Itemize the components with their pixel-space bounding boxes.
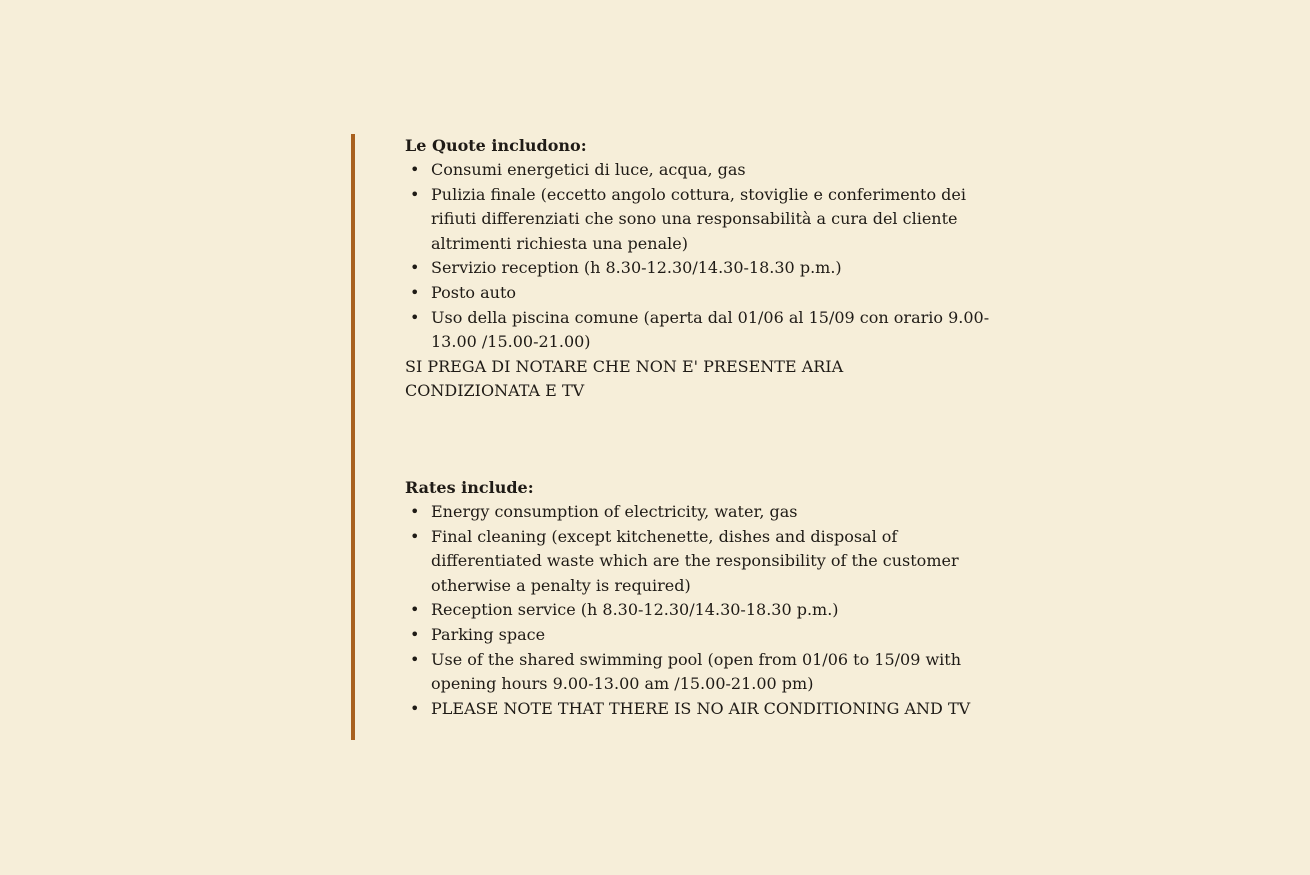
bullet-icon: • <box>410 160 420 179</box>
bullet-icon: • <box>410 258 420 278</box>
bullet-icon: • <box>410 282 420 302</box>
list-item <box>405 623 991 648</box>
bullet-icon: • <box>410 184 420 204</box>
bullet-icon: • <box>410 624 420 644</box>
list-item <box>405 697 991 722</box>
list-item <box>405 158 991 183</box>
list-item-text: Consumi energetici di luce, acqua, gas <box>431 160 746 179</box>
list-item-text: Parking space <box>431 624 546 644</box>
bullet-icon: • <box>410 649 420 669</box>
bullet-icon: • <box>410 501 420 521</box>
list-item <box>405 281 991 306</box>
list-item <box>405 598 991 623</box>
list-item-text: Energy consumption of electricity, water, gas <box>431 501 798 521</box>
list-item-text: Final cleaning (except kitchenette, dishes and disposal of differentiated waste which are the responsibility of the customer otherwise a penalty is required) <box>431 526 959 595</box>
italian-heading: Le Quote includono: <box>405 136 587 155</box>
rates-content-block <box>351 134 990 740</box>
list-item <box>405 306 991 355</box>
bullet-icon: • <box>410 698 420 718</box>
list-item <box>405 648 991 697</box>
bullet-icon: • <box>410 307 420 327</box>
list-item-text: Pulizia finale (eccetto angolo cottura, stoviglie e conferimento dei rifiuti differenziati che sono una responsabilità a cura del cliente altrimenti richiesta una penale) <box>431 184 967 253</box>
list-item-text: Use of the shared swimming pool (open from 01/06 to 15/09 with opening hours 9.00-13.00 am /15.00-21.00 pm) <box>431 649 962 694</box>
list-item-text: Uso della piscina comune (aperta dal 01/06 al 15/09 con orario 9.00-13.00 /15.00-21.00) <box>431 307 990 352</box>
english-inclusions-list <box>405 500 971 721</box>
list-item-text: PLEASE NOTE THAT THERE IS NO AIR CONDITIONING AND TV <box>431 698 971 718</box>
list-item <box>405 183 991 257</box>
list-item <box>405 525 991 599</box>
italian-note: SI PREGA DI NOTARE CHE NON E' PRESENTE ARIA CONDIZIONATA E TV <box>405 356 844 401</box>
bullet-icon: • <box>410 526 420 546</box>
list-item <box>405 256 991 281</box>
list-item-text: Reception service (h 8.30-12.30/14.30-18.30 p.m.) <box>431 600 839 620</box>
bullet-icon: • <box>410 600 420 620</box>
list-item-text: Posto auto <box>431 282 517 302</box>
list-item <box>405 500 991 525</box>
list-item-text: Servizio reception (h 8.30-12.30/14.30-18.30 p.m.) <box>431 258 842 278</box>
section-spacer <box>405 404 971 476</box>
english-heading: Rates include: <box>405 477 534 497</box>
italian-inclusions-list <box>405 158 990 355</box>
